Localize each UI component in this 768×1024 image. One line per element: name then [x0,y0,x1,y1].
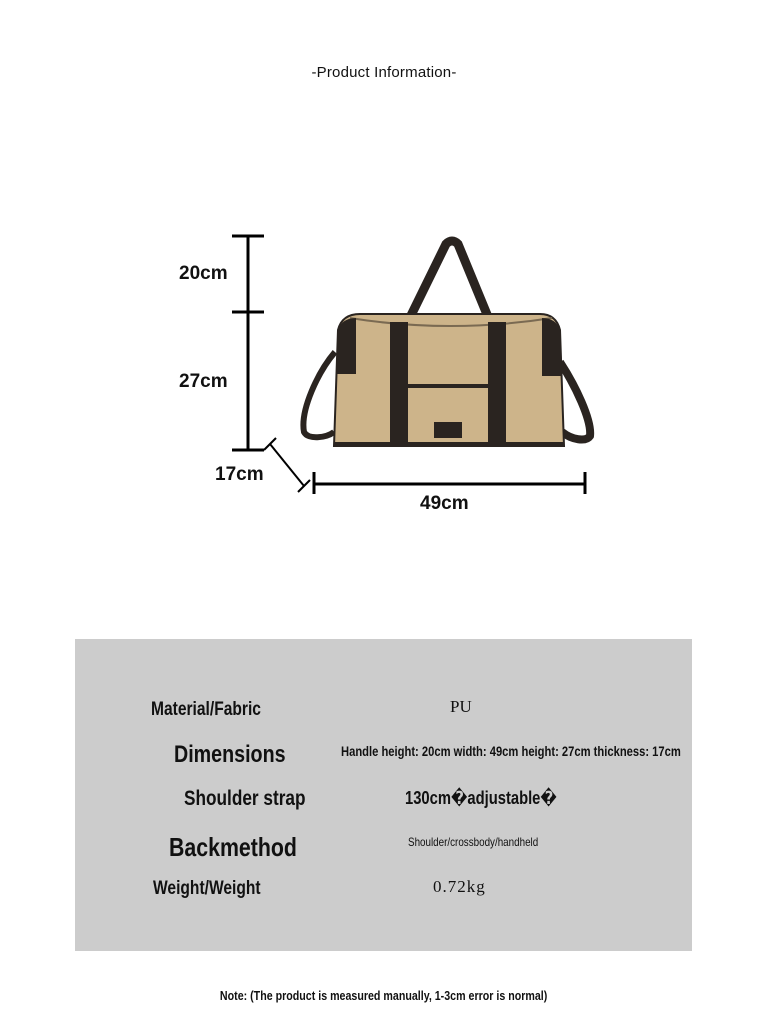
spec-dimensions-value: Handle height: 20cm width: 49cm height: 27cm thickness: 17cm [341,743,681,759]
spec-weight-value: 0.72kg [433,877,486,896]
spec-shoulder-strap-value: 130cm�adjustable� [405,788,557,808]
thickness-label: 17cm [215,464,264,485]
height-dimension-lines [232,236,264,450]
spec-backmethod-label: Backmethod [169,832,297,862]
spec-backmethod-value: Shoulder/crossbody/handheld [408,835,539,849]
handle-height-label: 20cm [179,263,228,284]
duffel-bag-icon [303,241,590,447]
spec-panel [75,639,692,951]
thickness-dimension-line [264,438,310,492]
spec-material-label: Material/Fabric [151,699,261,720]
page-title: -Product Information- [311,64,457,81]
spec-shoulder-strap-label: Shoulder strap [184,787,306,810]
spec-dimensions-label: Dimensions [174,741,286,768]
spec-weight-label: Weight/Weight [153,878,261,899]
body-height-label: 27cm [179,371,228,392]
spec-material-value: PU [450,697,472,716]
measurement-note-text: Note: (The product is measured manually, 1-3cm error is normal) [220,988,548,1003]
measurement-note [0,988,768,1003]
width-dimension-line [314,472,585,494]
width-label: 49cm [420,493,469,514]
